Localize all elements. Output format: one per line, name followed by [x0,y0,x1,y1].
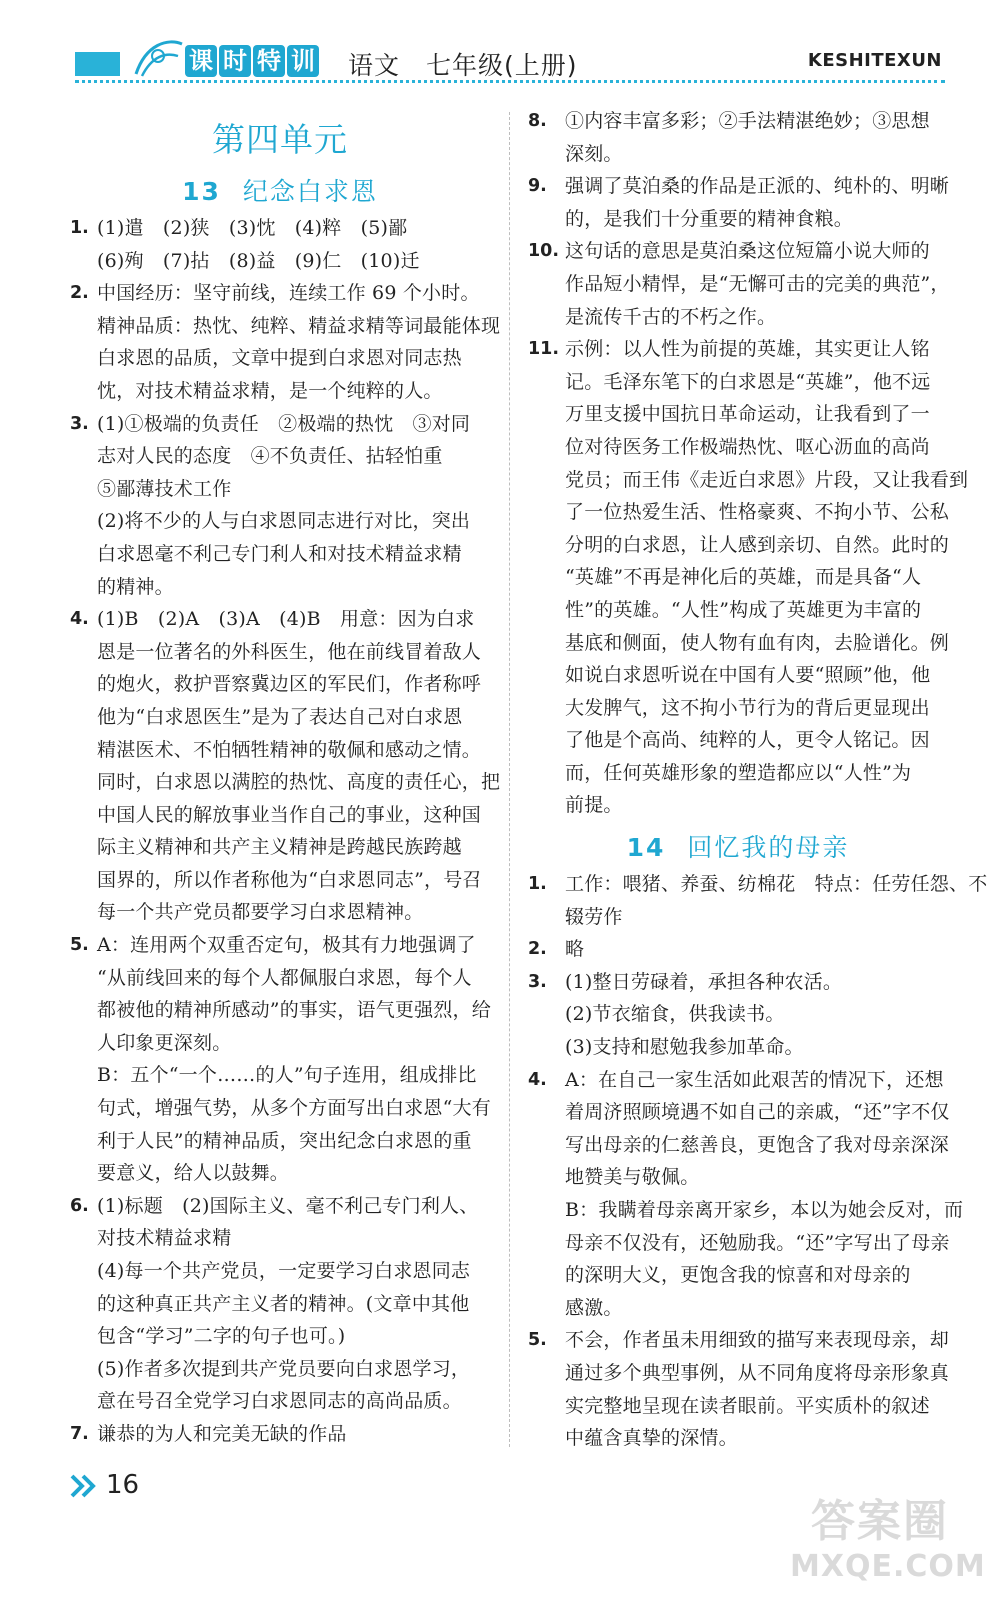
answer-line: 记。毛泽东笔下的白求恩是“英雄”，他不远 [565,370,931,393]
answer-list [528,868,988,1455]
answer-line: ①内容丰富多彩；②手法精湛绝妙；③思想 [565,110,930,132]
answer-line: (1)整日劳碌着，承担各种农活。 [565,970,843,993]
answer-line: (1)遣 (2)狭 (3)忱 (4)粹 (5)鄙 [97,217,408,239]
answer-line: (2)节衣缩食，供我读书。 [565,1003,785,1026]
answer-list [70,212,501,1451]
answer-item [528,1064,964,1325]
answer-line: 分明的白求恩，让人感到亲切、自然。此时的 [565,533,950,556]
answer-item [528,170,948,235]
answer-line: 他为“白求恩医生”是为了表达自己对白求恩 [97,705,463,728]
question-number: 5. [528,1330,547,1351]
answer-line: 了一位热爱生活、性格豪爽、不拘小节、公私 [565,501,950,524]
question-number: 5. [70,935,89,956]
answer-line: (1)标题 (2)国际主义、毫不利己专门利人、 [97,1194,479,1217]
right-column [528,105,988,1455]
answer-item [528,966,948,1064]
unit-title: 第四单元 [212,120,348,159]
question-number: 1. [528,874,547,895]
question-number: 6. [70,1195,89,1216]
question-number: 8. [528,111,547,131]
answer-item [528,1324,948,1454]
answer-item [70,408,490,604]
subject-grade: 语文 七年级(上册) [348,51,578,80]
header-divider [75,80,945,83]
answer-line: 略 [565,938,585,961]
answer-line: 工作：喂猪、养蚕、纺棉花 特点：任劳任怨、不 [565,873,988,896]
answer-list [528,105,969,822]
answer-line: 的，是我们十分重要的精神食粮。 [565,207,854,230]
answer-line: 忱，对技术精益求精，是一个纯粹的人。 [97,379,443,402]
answer-line: 作品短小精悍，是“无懈可击的完美的典范”， [565,272,950,295]
answer-line: 辍劳作 [565,905,623,928]
answer-line: ⑤鄙薄技术工作 [97,477,232,500]
answer-line: 是流传千古的不朽之作。 [565,305,777,328]
answer-line: (4)每一个共产党员，一定要学习白求恩同志 [97,1260,471,1282]
answer-line: 了他是个高尚、纯粹的人，更令人铭记。因 [565,729,930,752]
answer-line: A：连用两个双重否定句，极其有力地强调了 [97,934,476,957]
answer-item [70,603,501,929]
lesson-number: 13 [182,177,221,206]
answer-item [528,235,948,333]
answer-line: 实完整地呈现在读者眼前。平实质朴的叙述 [565,1394,930,1417]
answer-line: 而，任何英雄形象的塑造都应以“人性”为 [565,761,912,784]
answer-line: 地赞美与敬佩。 [565,1166,700,1189]
answer-line: 包含“学习”二字的句子也可。) [97,1325,346,1348]
answer-line: 感激。 [565,1296,623,1319]
answer-item [70,1418,490,1451]
answer-line: 母亲不仅没有，还勉励我。“还”字写出了母亲 [565,1231,950,1254]
answer-line: (2)将不少的人与白求恩同志进行对比，突出 [97,510,471,533]
page-footer [0,1462,996,1600]
answer-line: (1)B (2)A (3)A (4)B 用意：因为白求 [97,608,475,631]
answer-line: 精湛医术、不怕牺牲精神的敬佩和感动之情。 [97,738,482,761]
answer-item [528,933,948,966]
question-number: 1. [70,218,89,238]
watermark-logo [790,1494,986,1594]
answer-item [70,929,490,1190]
brand-char: 课 [185,45,217,77]
brand-title [185,45,319,79]
answer-line: 人印象更深刻。 [97,1031,232,1054]
answer-item [70,277,501,407]
left-column [70,105,501,1451]
answer-line: B：五个“一个……的人”句子连用，组成排比 [97,1064,477,1087]
answer-line: 际主义精神和共产主义精神是跨越民族跨越 [97,836,462,859]
page-header [0,0,996,90]
question-number: 10. [528,241,560,262]
header-color-block [75,52,120,76]
answer-line: 的炮火，救护晋察冀边区的军民们，作者称呼 [97,673,482,696]
watermark-url: MXQE.COM [790,1549,986,1584]
answer-line: 每一个共产党员都要学习白求恩精神。 [97,901,424,924]
answer-line: 如说白求恩听说在中国有人要“照顾”他，他 [565,664,931,687]
answer-line: 的精神。 [97,575,174,598]
question-number: 2. [528,939,547,960]
answer-line: 位对待医务工作极端热忱、呕心沥血的高尚 [565,435,930,458]
answer-line: 志对人民的态度 ④不负责任、拈轻怕重 [97,445,443,468]
answer-line: (6)殉 (7)拈 (8)益 (9)仁 (10)迁 [97,249,420,272]
answer-line: 着周济照顾境遇不如自己的亲戚，“还”字不仅 [565,1101,950,1124]
brand-char: 特 [253,45,285,77]
question-number: 11. [528,339,560,360]
question-number: 2. [70,283,89,304]
answer-line: 通过多个典型事例，从不同角度将母亲形象真 [565,1361,950,1384]
lesson-title [528,828,948,868]
answer-line: “从前线回来的每个人都佩服白求恩，每个人 [97,966,472,989]
answer-line: (5)作者多次提到共产党员要向白求恩学习， [97,1357,471,1380]
question-number: 9. [528,176,547,197]
brand-char: 时 [219,45,251,77]
answer-line: 深刻。 [565,142,623,165]
answer-line: 的这种真正共产主义者的精神。(文章中其他 [97,1292,470,1315]
answer-line: 对技术精益求精 [97,1227,232,1250]
answer-line: 前提。 [565,794,623,817]
answer-line: 的深明大义，更饱含我的惊喜和对母亲的 [565,1264,911,1287]
answer-line: B：我瞒着母亲离开家乡，本以为她会反对，而 [565,1199,964,1221]
answer-line: 利于人民”的精神品质，突出纪念白求恩的重 [97,1129,472,1152]
page-number: 16 [106,1470,140,1500]
answer-line: 基底和侧面，使人物有血有肉，去脸谱化。例 [565,631,950,654]
lesson-name: 纪念白求恩 [242,177,378,206]
answer-line: 同时，白求恩以满腔的热忱、高度的责任心，把 [97,771,501,794]
answer-line: (3)支持和慰勉我参加革命。 [565,1036,804,1059]
answer-item [528,333,969,822]
answer-line: 要意义，给人以鼓舞。 [97,1162,290,1185]
answer-line: 国界的，所以作者称他为“白求恩同志”，号召 [97,868,482,891]
double-chevron-right-icon [70,1474,98,1498]
question-number: 4. [70,609,89,630]
answer-line: 性”的英雄。“人性”构成了英雄更为丰富的 [565,598,922,621]
answer-line: 中国人民的解放事业当作自己的事业，这种国 [97,803,482,826]
book-logo-icon [128,34,188,82]
answer-line: 白求恩的品质，文章中提到白求恩对同志热 [97,347,462,370]
answer-line: (1)①极端的负责任 ②极端的热忱 ③对同 [97,412,471,435]
answer-line: 句式，增强气势，从多个方面写出白求恩“大有 [97,1097,491,1120]
brand-latin: KESHITEXUN [807,50,942,71]
answer-line: 中蕴含真挚的深情。 [565,1427,738,1450]
answer-line: A：在自己一家生活如此艰苦的情况下，还想 [565,1068,944,1091]
brand-char: 训 [287,45,319,77]
answer-line: 不会，作者虽未用细致的描写来表现母亲，却 [565,1329,950,1352]
question-number: 3. [70,413,89,434]
question-number: 7. [70,1423,89,1444]
answer-line: 精神品质：热忱、纯粹、精益求精等词最能体现 [97,314,501,337]
answer-line: 写出母亲的仁慈善良，更饱含了我对母亲深深 [565,1133,950,1156]
watermark-text: 答案圈 [811,1496,949,1547]
answer-line: 党员；而王伟《走近白求恩》片段，又让我看到 [565,468,969,491]
answer-line: 意在号召全党学习白求恩同志的高尚品质。 [97,1390,462,1413]
answer-line: 示例：以人性为前提的英雄，其实更让人铭 [565,338,930,361]
answer-line: 强调了莫泊桑的作品是正派的、纯朴的、明晰 [565,175,950,198]
answer-line: 都被他的精神所感动”的事实，语气更强烈，给 [97,999,491,1022]
answer-line: 万里支援中国抗日革命运动，让我看到了一 [565,403,930,426]
answer-line: 这句话的意思是莫泊桑这位短篇小说大师的 [565,240,930,263]
answer-line: 大发脾气，这不拘小节行为的背后更显现出 [565,696,930,719]
answer-item [528,868,988,933]
answer-line: 中国经历：坚守前线，连续工作 69 个小时。 [97,282,480,305]
answer-line: 谦恭的为人和完美无缺的作品 [97,1422,347,1445]
question-number: 3. [528,971,547,992]
answer-line: 白求恩毫不利己专门利人和对技术精益求精 [97,542,462,565]
answer-line: 恩是一位著名的外科医生，他在前线冒着敌人 [97,640,482,663]
lesson-name: 回忆我的母亲 [687,833,850,863]
lesson-title [70,172,490,212]
question-number: 4. [528,1069,547,1090]
answer-item [70,212,490,277]
lesson-number: 14 [626,833,666,863]
answer-item [70,1190,490,1418]
answer-line: “英雄”不再是神化后的英雄，而是具备“人 [565,566,922,589]
answer-item [528,105,948,170]
column-divider [509,112,510,1447]
